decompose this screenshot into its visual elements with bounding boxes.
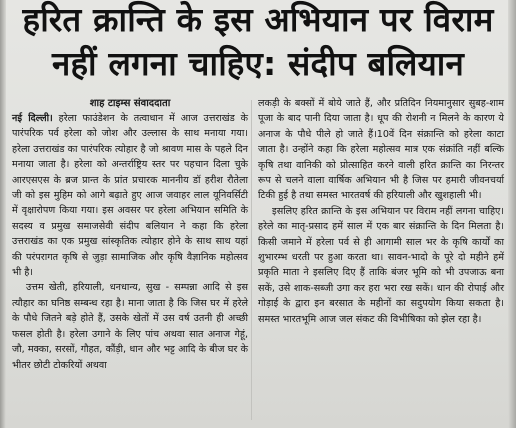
headline-line-2: नहीं लगना चाहिए: संदीप बलियान: [51, 44, 465, 83]
page-edge-right: [508, 0, 516, 428]
paragraph-text: हरेला फाउंडेशन के तत्वाधान में आज उत्तराखंड के पारंपरिक पर्व हरेला को जोश और उल्लास के साथ मनाया गया। हरेला उत्तराखंड का पारंपरिक त्योहार है जो श्रावण मास के पहले दिन मनाया जाता है। हरेला को अन्तर्राष्ट्रिय स्तर पर पहचान दिला चुके आरएसएस के ब्रज प्रान्त के प्रांत प्रचारक माननीय डॉ हरीश रौतेला जी को इस मुहिम को आगे बढ़ाते हुए आज जवाहर लाल यूनिवर्सिटी में वृक्षारोपण किया गया। इस अवसर पर हरेला अभियान समिति के सदस्य व प्रमुख समाजसेवी संदीप बलियान ने कहा कि हरेला उत्तराखंड का एक प्रमुख सांस्कृतिक त्योहार होने के साथ साथ यहां की परंपरागत कृषि से जुड़ा सामाजिक और कृषि वैज्ञानिक महोत्सव भी है।: [12, 113, 249, 279]
article-column-right: [258, 96, 504, 327]
page-edge-left: [0, 0, 6, 428]
column-divider: [251, 100, 252, 420]
headline-line-1: हरित क्रान्ति के इस अभियान पर विराम: [22, 0, 494, 39]
article-paragraph: लकड़ी के बक्सों में बोये जाते हैं, और प्रतिदिन नियमानुसार सुबह-शाम पूजा के बाद पानी दिया जाता है। धूप की रोशनी न मिलने के कारण ये अनाज के पौधे पीले हो जाते हैं।10वें दिन संक्रान्ति को हरेला काटा जाता है। उन्होंने कहा कि हरेला महोत्सव मात्र एक संक्रांति नहीं बल्कि कृषि तथा वानिकी को प्रोत्साहित करने वाली हरित क्रान्ति का निरन्तर रूप से चलने वाला वार्षिक अभियान भी है जिस पर हमारी जीवनचर्या टिकी हुई है तथा समस्त भारतवर्ष की हरियाली और खुशहाली भी।: [258, 98, 504, 202]
byline: शाह टाइम्स संवाददाता: [89, 98, 171, 109]
article-paragraph: इसलिए हरित क्रान्ति के इस अभियान पर विराम नहीं लगना चाहिए। हरेले का मातृ-प्रसाद हमें साल में एक बार संक्रान्ति के दिन मिलता है। किसी जमाने में हरेला पर्व से ही आगामी साल भर के कृषि कार्यों का शुभारम्भ धरती पर हुआ करता था। सावन-भादो के पूरे दो महीने हमें प्रकृति माता ने इसलिए दिए हैं ताकि बंजर भूमि को भी उपजाऊ बना सकें, उसे शाक-सब्जी उगा कर हरा भरा रख सकें। धान की रोपाई और गोड़ाई के द्वारा इन बरसात के महीनों का सदुपयोग किया सकता है। समस्त भारतभूमि आज जल संकट की विभीषिका को झेल रहा है।: [258, 205, 504, 325]
article-paragraph: उत्तम खेती, हरियाली, धनधान्य, सुख - सम्पन्ना आदि से इस त्यौहार का घनिष्ठ सम्बन्ध रहा है। माना जाता है कि जिस घर में हरेले के पौधे जितने बड़े होते हैं, उसके खेतों में उस वर्ष उतनी ही अच्छी फसल होती है। हरेला उगाने के लिए पांच अथवा सात अनाज गेहूं, जौ, मक्का, सरसों, गौहत, कौंड़ी, धान और भट्ट आदि के बीज घर के भीतर छोटी टोकरियों अथवा: [12, 282, 248, 371]
dateline: नई दिल्ली।: [12, 113, 53, 124]
article-column-left: [12, 96, 248, 373]
article-paragraph: [12, 111, 248, 280]
